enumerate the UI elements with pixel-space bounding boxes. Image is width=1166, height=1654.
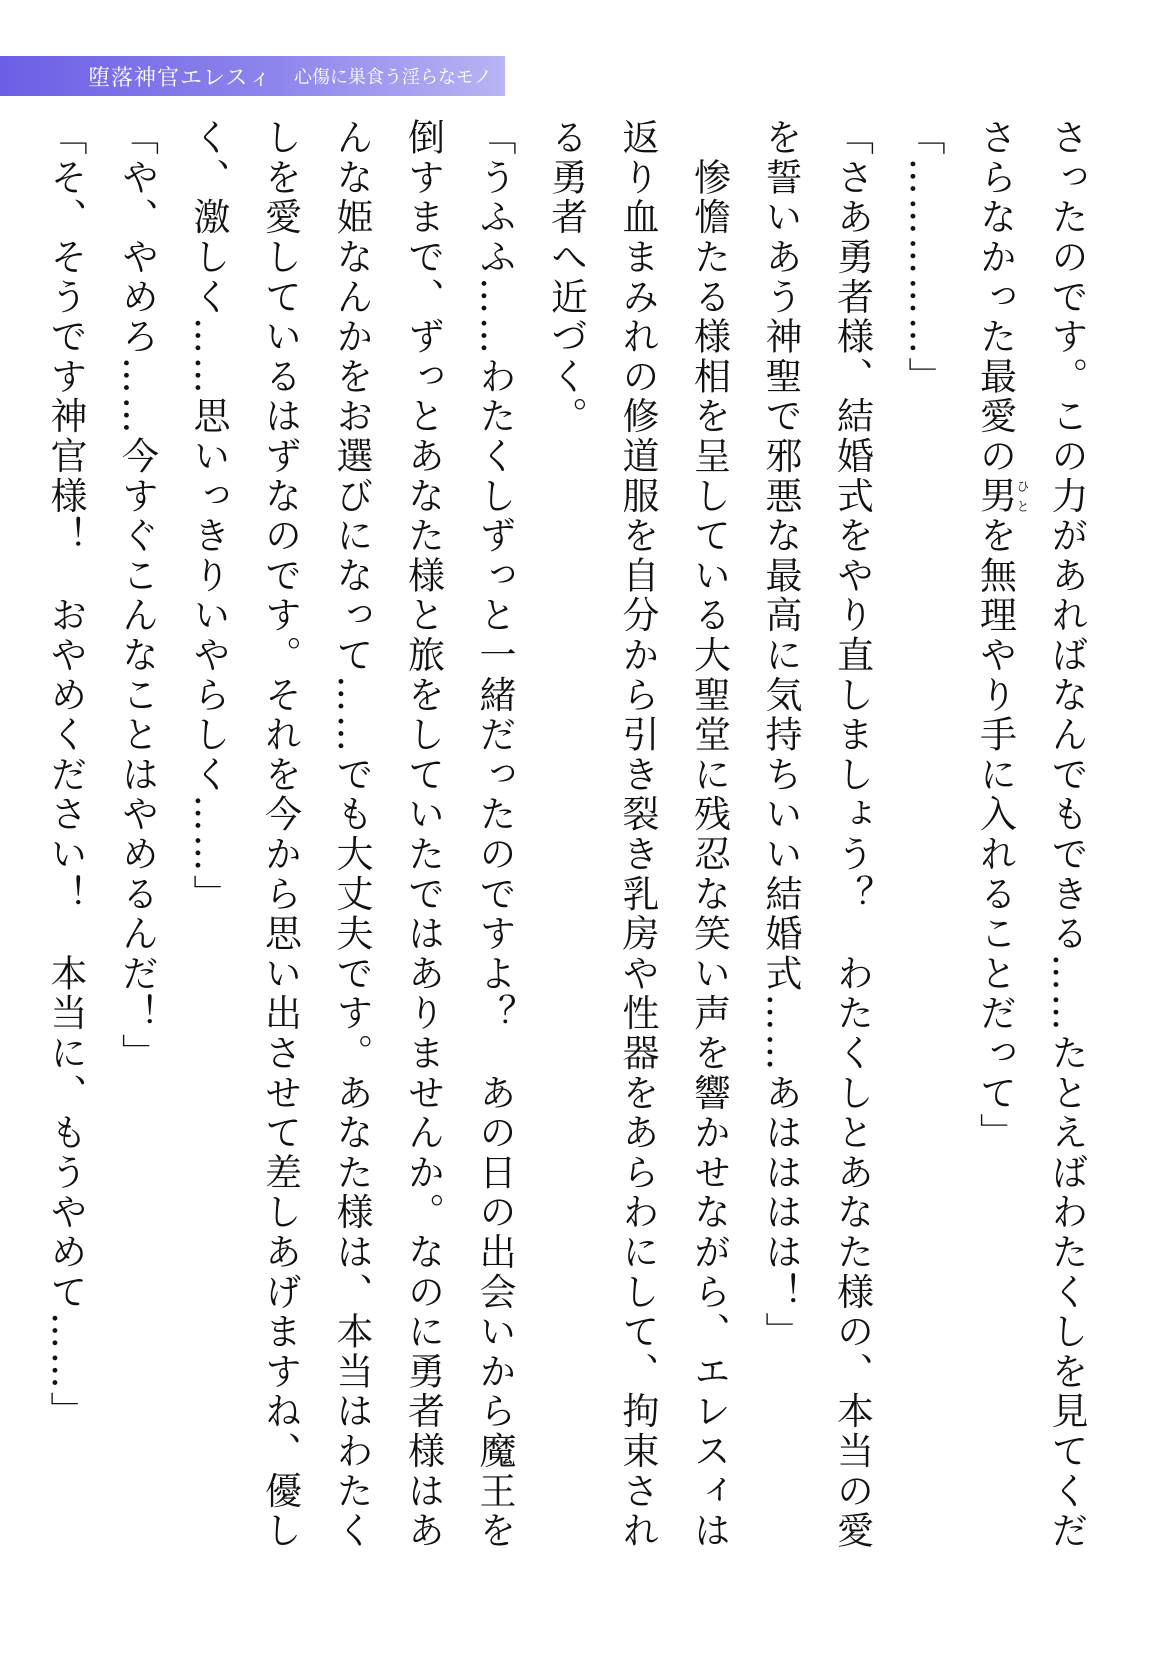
running-header: [0, 56, 505, 96]
book-title: 堕落神官エレスィ: [88, 65, 273, 91]
text-line: 「そ、そうです神官様！ おやめください！ 本当に、もうやめて……」: [44, 118, 87, 1432]
text-line: 倒すまで、ずっとあなた様と旅をしていたではありませんか。なのに勇者様はあ: [401, 118, 445, 1551]
text-line: る勇者へ近づく。: [544, 118, 588, 437]
text-segment: さらなかった最愛の: [973, 118, 1017, 477]
ruby-base: 男: [973, 476, 1017, 517]
ruby-annotation: [973, 476, 1029, 517]
text-line: 「うふふ……わたくしずっと一緒だったのですよ？ あの日の出会いから魔王を: [473, 118, 516, 1551]
text-line: 惨憺たる様相を呈している大聖堂に残忍な笑い声を響かせながら、エレスィは: [687, 118, 731, 1551]
text-line: く、激しく……思いっきりいやらしく……」: [187, 118, 230, 914]
text-line: 「や、やめろ……今すぐこんなことはやめるんだ！」: [115, 118, 159, 1074]
text-line: 「……………」: [902, 118, 945, 397]
text-line: 返り血まみれの修道服を自分から引き裂き乳房や性器をあらわにして、拘束され: [616, 118, 659, 1551]
text-line: しを愛しているはずなのです。それを今から思い出させて差しあげますね、優し: [258, 118, 302, 1551]
text-line: を誓いあう神聖で邪悪な最高に気持ちいい結婚式……あはははは！」: [759, 118, 802, 1352]
text-line: さったのです。この力があればなんでもできる……たとえばわたくしを見てくだ: [1045, 118, 1088, 1551]
text-line: 「さあ勇者様、結婚式をやり直しましょう？ わたくしとあなた様の、本当の愛: [830, 118, 874, 1551]
text-line: んな姫なんかをお選びになって……でも大丈夫です。あなた様は、本当はわたく: [330, 118, 373, 1551]
ruby-reading: ひと: [1013, 476, 1029, 517]
text-line-with-ruby: [959, 118, 1031, 1608]
vertical-body-text: [44, 118, 1102, 1608]
text-segment: を無理やり手に入れることだって」: [973, 516, 1017, 1153]
book-subtitle: 心傷に巣食う淫らなモノ: [294, 67, 492, 88]
